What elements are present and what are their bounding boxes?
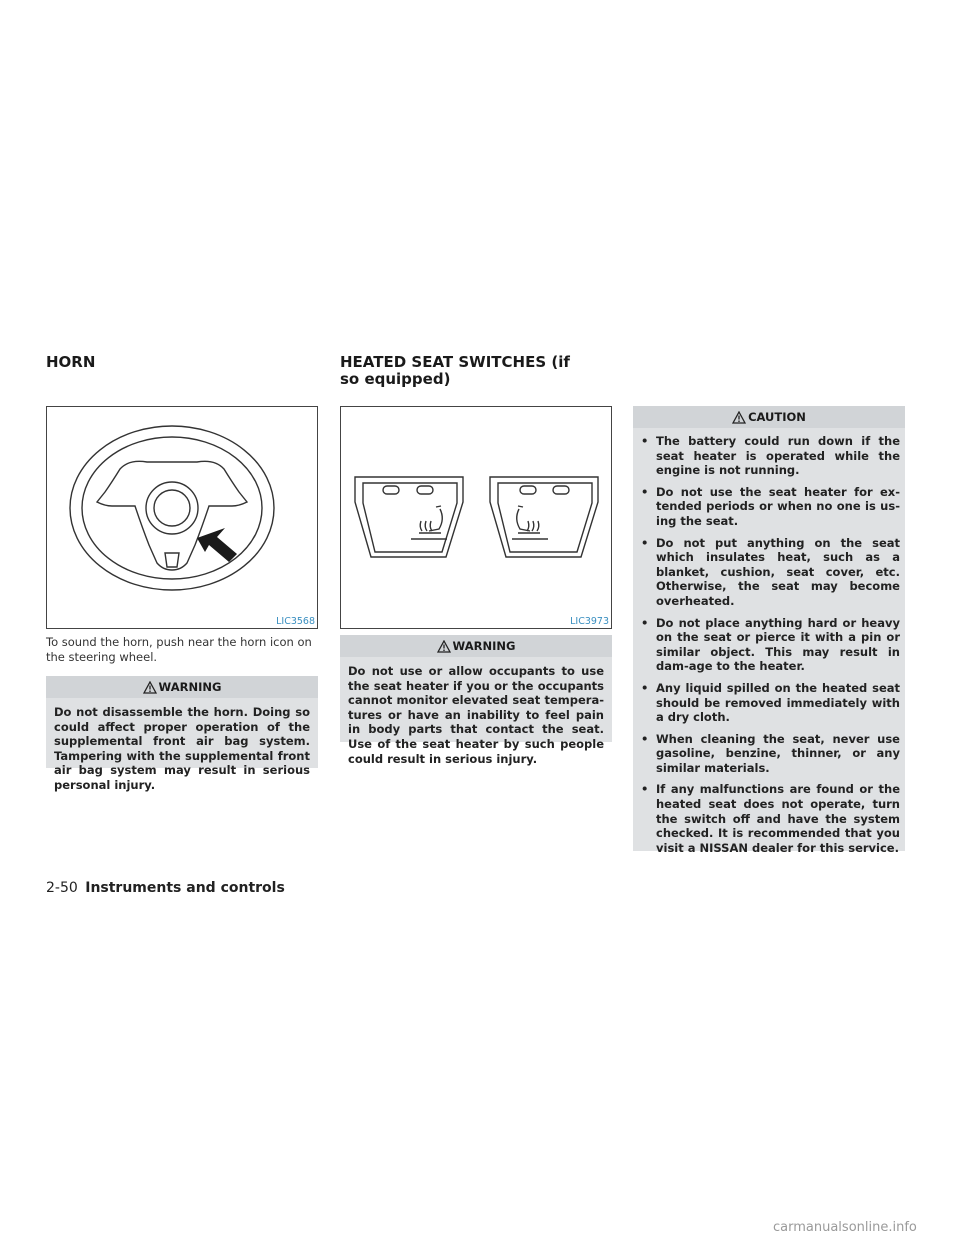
chapter-title: Instruments and controls bbox=[85, 880, 285, 896]
section-heading-horn: HORN bbox=[46, 353, 96, 371]
section-heading-heated-seat: HEATED SEAT SWITCHES (if so equipped) bbox=[340, 353, 570, 388]
arrow-icon bbox=[197, 528, 237, 562]
caution-item: • Do not use the seat heater for ex-tended periods or when no one is us-ing the seat. bbox=[641, 485, 900, 529]
warning-icon bbox=[143, 681, 157, 694]
caution-item: • Do not put anything on the seat which insulates heat, such as a blanket, cushion, seat cover, etc. Otherwise, the seat may become overheated. bbox=[641, 536, 900, 609]
horn-warning-box bbox=[46, 676, 318, 792]
caution-list bbox=[633, 428, 905, 868]
horn-instruction: To sound the horn, push near the horn icon on the steering wheel. bbox=[46, 635, 312, 664]
warning-title: WARNING bbox=[46, 676, 318, 698]
page-footer bbox=[46, 880, 285, 896]
caution-item: • The battery could run down if the seat heater is operated while the engine is not running. bbox=[641, 434, 900, 478]
horn-figure bbox=[46, 406, 318, 629]
figure-code: LIC3568 bbox=[276, 616, 315, 627]
caution-item: • Do not place anything hard or heavy on the seat or pierce it with a pin or similar object. This may result in dam-age to the heater. bbox=[641, 616, 900, 674]
warning-text: Do not use or allow occupants to use the seat heater if you or the occupants cannot monitor elevated seat tempera-tures or have an inability to feel pain in body parts that contact the seat. Use of the seat heater by such people could result in serious injury. bbox=[348, 664, 604, 766]
watermark: carmanualsonline.info bbox=[773, 1220, 917, 1235]
caution-title: CAUTION bbox=[633, 406, 905, 428]
caution-item: • If any malfunctions are found or the heated seat does not operate, turn the switch off and have the system checked. It is recommended that you visit a NISSAN dealer for this service. bbox=[641, 782, 900, 855]
warning-icon bbox=[437, 640, 451, 653]
caution-item: • Any liquid spilled on the heated seat should be removed immediately with a dry cloth. bbox=[641, 681, 900, 725]
heated-seat-warning-box bbox=[340, 635, 612, 766]
figure-code: LIC3973 bbox=[570, 616, 609, 627]
caution-box bbox=[633, 406, 905, 855]
warning-title: WARNING bbox=[340, 635, 612, 657]
steering-wheel-icon bbox=[47, 407, 317, 628]
page-number: 2-50 bbox=[46, 880, 78, 896]
seat-heater-switch-icon bbox=[341, 407, 611, 628]
caution-item: • When cleaning the seat, never use gasoline, benzine, thinner, or any similar materials. bbox=[641, 732, 900, 776]
caution-icon bbox=[732, 411, 746, 424]
heated-seat-figure bbox=[340, 406, 612, 629]
warning-text: Do not disassemble the horn. Doing so could affect proper operation of the supplemental front air bag system. Tampering with the supplemental front air bag system may result in serious personal injury. bbox=[54, 705, 310, 792]
